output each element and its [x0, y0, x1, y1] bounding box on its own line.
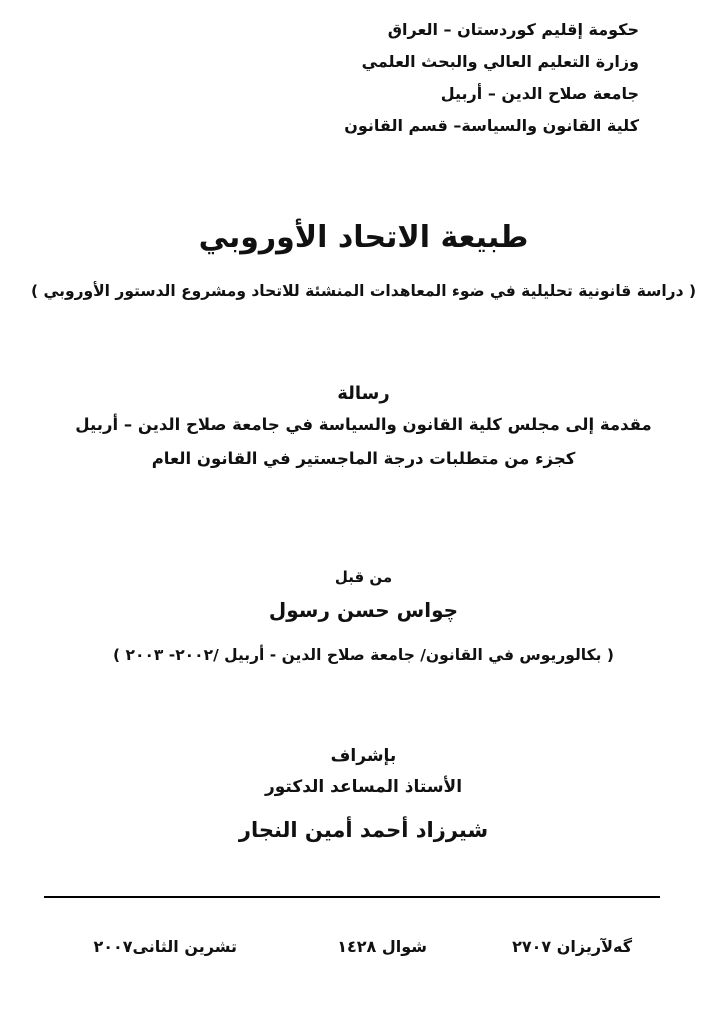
by-label: من قبل: [334, 568, 393, 586]
supervision-label: بإشراف: [330, 746, 397, 766]
date-kurdish: گەلآريزان ٢٧٠٧: [512, 937, 632, 956]
header-ministry: وزارة التعليم العالي والبحث العلمي: [361, 52, 639, 71]
thesis-submission-line: مقدمة إلى مجلس كلية القانون والسياسة في جامعة صلاح الدين – أربيل: [75, 415, 652, 434]
thesis-label: رسالة: [337, 383, 390, 404]
author-degree: ( بكالوريوس في القانون/ جامعة صلاح الدين - أربيل /٢٠٠٢- ٢٠٠٣ ): [113, 646, 614, 664]
header-college: كلية القانون والسياسة– قسم القانون: [344, 116, 639, 135]
footer-divider: [44, 896, 660, 898]
header-university: جامعة صلاح الدين – أربيل: [440, 84, 639, 103]
supervisor-title: الأستاذ المساعد الدكتور: [264, 777, 463, 797]
thesis-title: طبيعة الاتحاد الأوروبي: [198, 220, 529, 255]
thesis-requirement-line: كجزء من متطلبات درجة الماجستير في القانون العام: [151, 449, 576, 468]
header-block: [219, 14, 639, 142]
author-name: چواس حسن رسول: [268, 598, 459, 622]
header-government: حكومة إقليم كوردستان – العراق: [387, 20, 639, 39]
date-hijri: شوال ١٤٢٨: [337, 937, 427, 956]
supervisor-name: شيرزاد أحمد أمين النجار: [238, 818, 489, 842]
thesis-subtitle: ( دراسة قانونية تحليلية في ضوء المعاهدات المنشئة للاتحاد ومشروع الدستور الأوروبي ): [30, 282, 697, 300]
date-gregorian: تشرين الثانى٢٠٠٧: [93, 937, 237, 956]
